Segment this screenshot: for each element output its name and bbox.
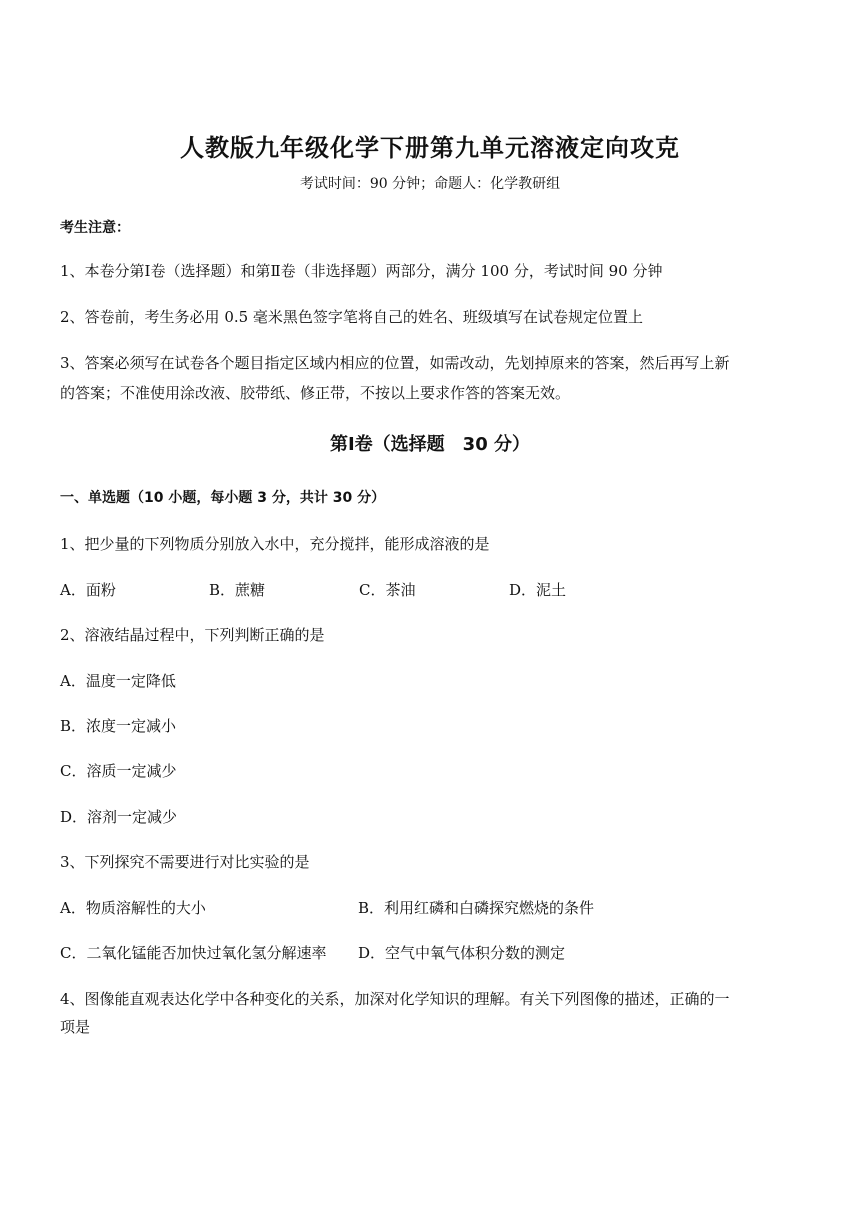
- notice-item-2: 2、答卷前，考生务必用 0.5 毫米黑色签字笔将自己的姓名、班级填写在试卷规定位置上: [60, 308, 643, 326]
- question-1-option-c: C．茶油: [359, 581, 416, 599]
- notice-heading: 考生注意：: [60, 220, 130, 236]
- question-2-option-d: D．溶剂一定减少: [60, 808, 178, 826]
- question-2-option-b: B．浓度一定减小: [60, 717, 177, 735]
- question-1-option-d: D．泥土: [509, 581, 567, 599]
- question-4-stem: 4、图像能直观表达化学中各种变化的关系，加深对化学知识的理解。有关下列图像的描述，正确的一: [60, 990, 730, 1008]
- question-1-option-a: A．面粉: [60, 581, 116, 599]
- question-1-stem: 1、把少量的下列物质分别放入水中，充分搅拌，能形成溶液的是: [60, 535, 490, 553]
- question-3-option-b: B．利用红磷和白磷探究燃烧的条件: [358, 899, 595, 917]
- question-3-stem: 3、下列探究不需要进行对比实验的是: [60, 853, 310, 871]
- question-2-option-c: C．溶质一定减少: [60, 762, 177, 780]
- question-3-option-a: A．物质溶解性的大小: [60, 899, 206, 917]
- notice-item-3-continued: 的答案；不准使用涂改液、胶带纸、修正带，不按以上要求作答的答案无效。: [60, 384, 571, 402]
- question-1-option-b: B．蔗糖: [209, 581, 266, 599]
- notice-item-3: 3、答案必须写在试卷各个题目指定区域内相应的位置，如需改动，先划掉原来的答案，然后再写上新: [60, 354, 730, 372]
- question-2-option-a: A．温度一定降低: [60, 672, 176, 690]
- exam-info: 考试时间：90 分钟；命题人：化学教研组: [299, 176, 561, 192]
- section-title: 第Ⅰ卷（选择题 30 分）: [329, 434, 530, 455]
- question-3-option-d: D．空气中氧气体积分数的测定: [358, 944, 566, 962]
- question-2-stem: 2、溶液结晶过程中，下列判断正确的是: [60, 626, 325, 644]
- part-heading: 一、单选题（10 小题，每小题 3 分，共计 30 分）: [60, 490, 386, 506]
- question-4-stem-continued: 项是: [60, 1018, 91, 1036]
- question-3-option-c: C．二氧化锰能否加快过氧化氢分解速率: [60, 944, 327, 962]
- page-title: 人教版九年级化学下册第九单元溶液定向攻克: [180, 134, 680, 162]
- notice-item-1: 1、本卷分第Ⅰ卷（选择题）和第Ⅱ卷（非选择题）两部分，满分 100 分，考试时间 90 分钟: [60, 262, 663, 280]
